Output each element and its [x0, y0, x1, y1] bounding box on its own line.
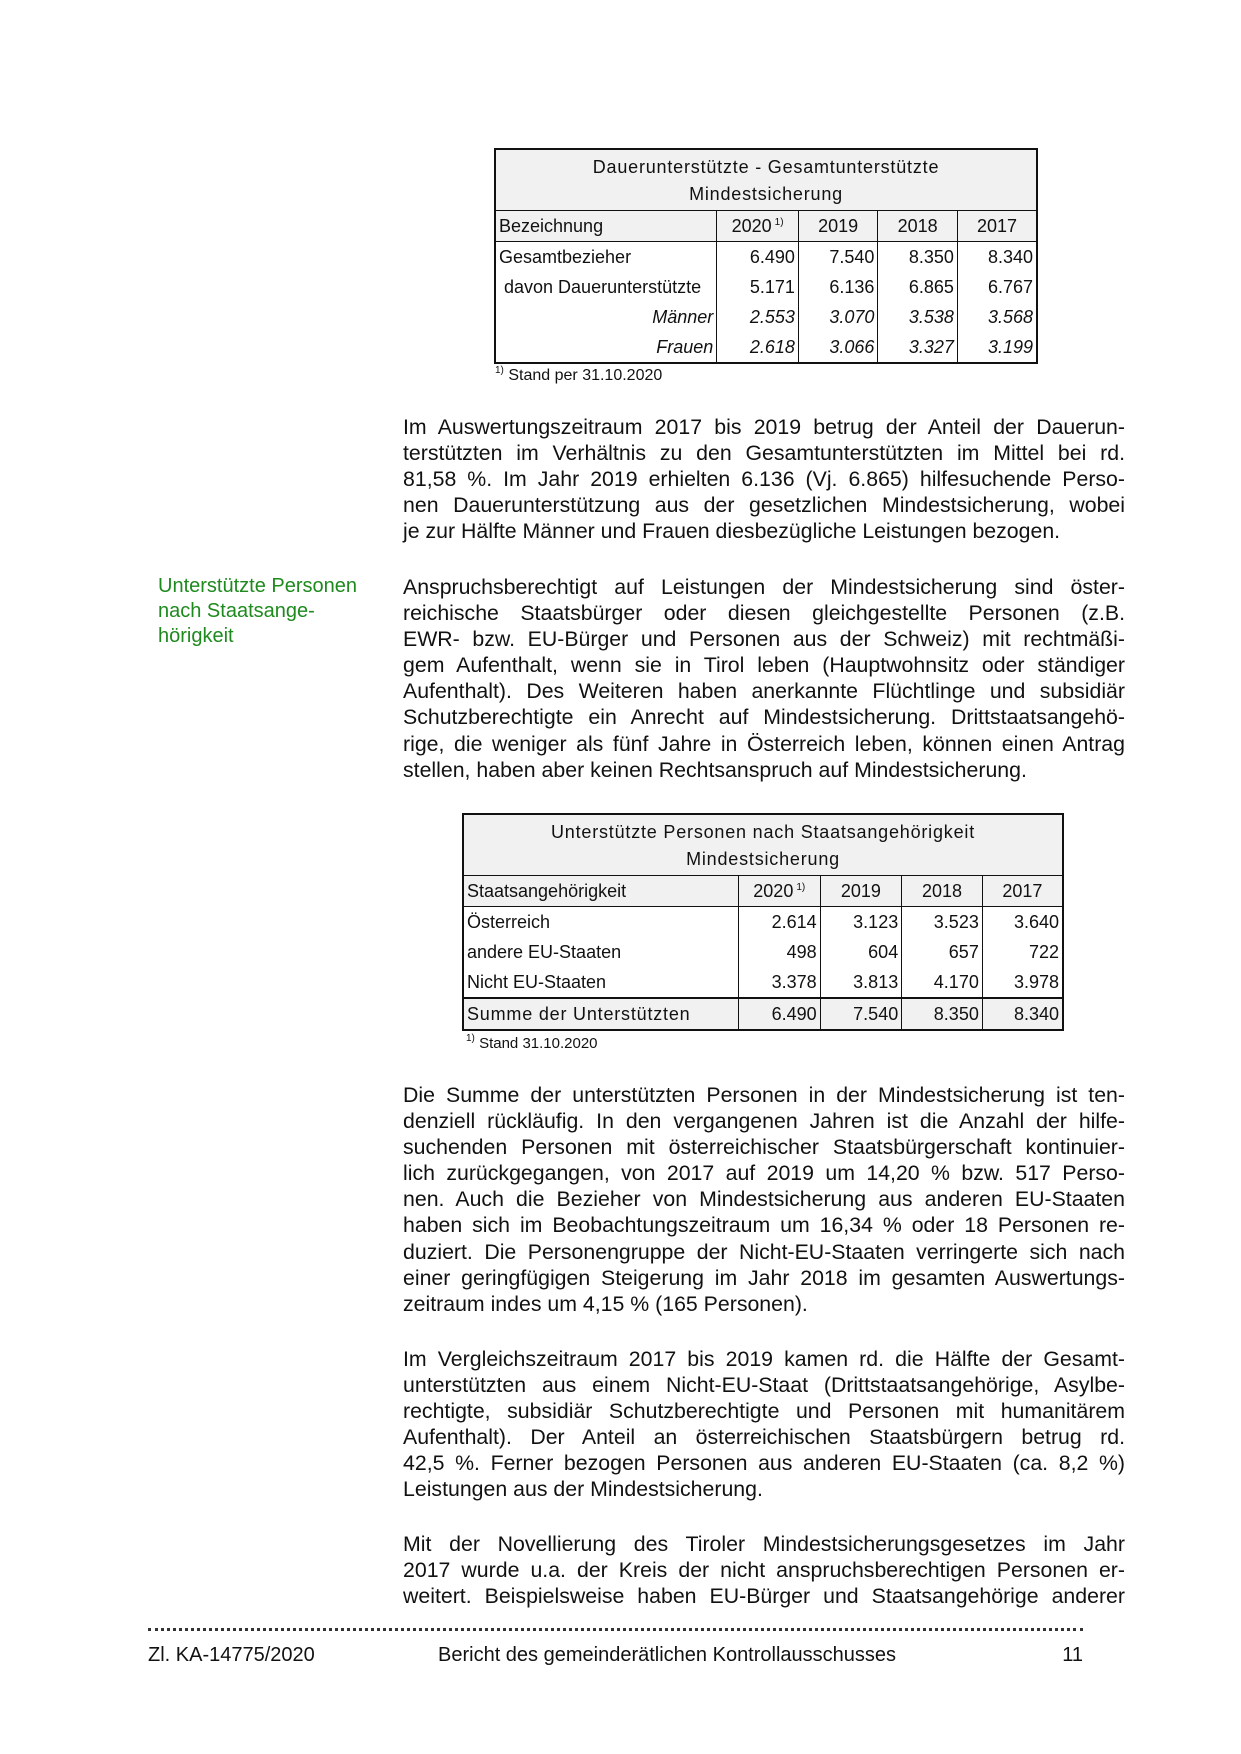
table-cell: 6.767: [957, 272, 1037, 302]
table-cell: 6.490: [717, 242, 799, 273]
row-label: Männer: [652, 306, 714, 327]
table-row: [495, 332, 1037, 363]
page-number: 11: [1062, 1644, 1083, 1666]
row-label: andere EU-Staaten: [467, 941, 622, 962]
row-label: davon Dauerunterstützte: [504, 276, 702, 297]
table-cell: 6.490: [738, 998, 820, 1030]
column-header: 2018: [902, 876, 983, 907]
table-cell: 604: [820, 937, 902, 967]
table-cell: 6.865: [878, 272, 958, 302]
column-header: 2020 $^{1)}$: [717, 211, 799, 242]
table-row: [463, 907, 1063, 938]
table-row: [463, 937, 1063, 967]
table-cell: 8.350: [902, 998, 983, 1030]
column-header: 2019: [820, 876, 902, 907]
table-cell: 3.066: [798, 332, 878, 363]
row-label: Summe der Unterstützten: [463, 998, 738, 1030]
table-cell: 3.327: [878, 332, 958, 363]
table-row: [463, 967, 1063, 998]
table-cell: 2.614: [738, 907, 820, 938]
table-header-row: [463, 876, 1063, 907]
footer-divider: [148, 1624, 1083, 1631]
table-cell: 4.170: [902, 967, 983, 998]
table-dauerunterstuetzte: [494, 148, 1038, 364]
row-label: Österreich: [467, 911, 551, 932]
table-cell: 3.123: [820, 907, 902, 938]
table-cell: 5.171: [717, 272, 799, 302]
table-row: [495, 242, 1037, 273]
paragraph: Die Summe der unterstützten Personen in der Mindestsicherung ist ten- denziell rückläufig. In den vergangenen Jahren ist die Anzahl der hilfe- suchenden Personen mit österreichischer Staatsbürgerschaft kontinuier- lich zurückgegangen, von 2017 auf 2019 um 14,20 % bzw. 517 Perso- nen. Auch die Bezieher von Mindestsicherung aus anderen EU-Staaten haben sich im Beobachtungszeitraum um 16,34 % oder 18 Personen re- duziert. Die Personengruppe der Nicht-EU-Staaten verringerte sich nach einer geringfügigen Steigerung im Jahr 2018 im gesamten Auswertungs- zeitraum indes um 4,15 % (165 Personen).: [403, 1083, 1125, 1316]
table-cell: 8.350: [878, 242, 958, 273]
column-header: 2018: [878, 211, 958, 242]
table-cell: 657: [902, 937, 983, 967]
table-cell: 2.553: [717, 302, 799, 332]
table-row: [495, 272, 1037, 302]
table-cell: 3.378: [738, 967, 820, 998]
column-header: 2017: [957, 211, 1037, 242]
table-total-row: [463, 998, 1063, 1030]
row-label: Nicht EU-Staaten: [467, 971, 607, 992]
column-header: Staatsangehörigkeit: [463, 876, 738, 907]
column-header: 2017: [982, 876, 1063, 907]
table-header-row: [495, 211, 1037, 242]
table-cell: 3.978: [982, 967, 1063, 998]
table-cell: 7.540: [820, 998, 902, 1030]
table-row: [495, 302, 1037, 332]
table-staatsangehoerigkeit: [462, 813, 1064, 1031]
table-cell: 722: [982, 937, 1063, 967]
table-cell: 3.523: [902, 907, 983, 938]
table-title: Unterstützte Personen nach Staatsangehörigkeit Mindestsicherung: [463, 814, 1063, 876]
table-cell: 6.136: [798, 272, 878, 302]
table-cell: 3.640: [982, 907, 1063, 938]
table-cell: 3.199: [957, 332, 1037, 363]
paragraph: Im Auswertungszeitraum 2017 bis 2019 betrug der Anteil der Dauerun- terstützten im Verhältnis zu den Gesamtunterstützten im Mittel bei rd. 81,58 %. Im Jahr 2019 erhielten 6.136 (Vj. 6.865) hilfesuchende Perso- nen Dauerunterstützung aus der gesetzlichen Mindestsicherung, wobei je zur Hälfte Männer und Frauen diesbezügliche Leistungen bezogen.: [403, 415, 1125, 544]
table-cell: 8.340: [957, 242, 1037, 273]
table-cell: 3.538: [878, 302, 958, 332]
table-cell: 8.340: [982, 998, 1063, 1030]
table-footnote: $^{1)}$ Stand 31.10.2020: [466, 1033, 598, 1052]
side-note: Unterstützte Personen nach Staatsange- hörigkeit: [158, 575, 357, 647]
table-footnote: $^{1)}$ Stand per 31.10.2020: [495, 365, 663, 384]
table-cell: 498: [738, 937, 820, 967]
paragraph: Mit der Novellierung des Tiroler Mindestsicherungsgesetzes im Jahr 2017 wurde u.a. der Kreis der nicht anspruchsberechtigen Personen er- weitert. Beispielsweise haben EU-Bürger und Staatsangehörige anderer: [403, 1532, 1125, 1609]
table-cell: 3.070: [798, 302, 878, 332]
column-header: Bezeichnung: [495, 211, 717, 242]
footer-title: Bericht des gemeinderätlichen Kontrollausschusses: [438, 1644, 897, 1666]
column-header: 2019: [798, 211, 878, 242]
paragraph: Anspruchsberechtigt auf Leistungen der Mindestsicherung sind öster- reichische Staatsbürger oder diesen gleichgestellte Personen (z.B. EWR- bzw. EU-Bürger und Personen aus der Schweiz) mit rechtmäßi- gem Aufenthalt, wenn sie in Tirol leben (Hauptwohnsitz oder ständiger Aufenthalt). Des Weiteren haben anerkannte Flüchtlinge und subsidiär Schutzberechtigte ein Anrecht auf Mindestsicherung. Drittstaatsangehö- rige, die weniger als fünf Jahre in Österreich leben, können einen Antrag stellen, haben aber keinen Rechtsanspruch auf Mindestsicherung.: [403, 575, 1125, 782]
table-title: Dauerunterstützte - Gesamtunterstützte Mindestsicherung: [495, 149, 1037, 211]
row-label: Gesamtbezieher: [499, 246, 632, 267]
table-cell: 3.813: [820, 967, 902, 998]
table-title-row: [463, 814, 1063, 876]
table-cell: 7.540: [798, 242, 878, 273]
table-title-row: [495, 149, 1037, 211]
table-cell: 2.618: [717, 332, 799, 363]
footer-reference: Zl. KA-14775/2020: [148, 1644, 315, 1666]
table-cell: 3.568: [957, 302, 1037, 332]
row-label: Frauen: [656, 336, 714, 357]
column-header: 2020 $^{1)}$: [738, 876, 820, 907]
paragraph: Im Vergleichszeitraum 2017 bis 2019 kamen rd. die Hälfte der Gesamt- unterstützten aus einem Nicht-EU-Staat (Drittstaatsangehörige, Asylbe- rechtigte, subsidiär Schutzberechtigte und Personen mit humanitärem Aufenthalt). Der Anteil an österreichischen Staatsbürgern betrug rd. 42,5 %. Ferner bezogen Personen aus anderen EU-Staaten (ca. 8,2 %) Leistungen aus der Mindestsicherung.: [403, 1347, 1125, 1502]
